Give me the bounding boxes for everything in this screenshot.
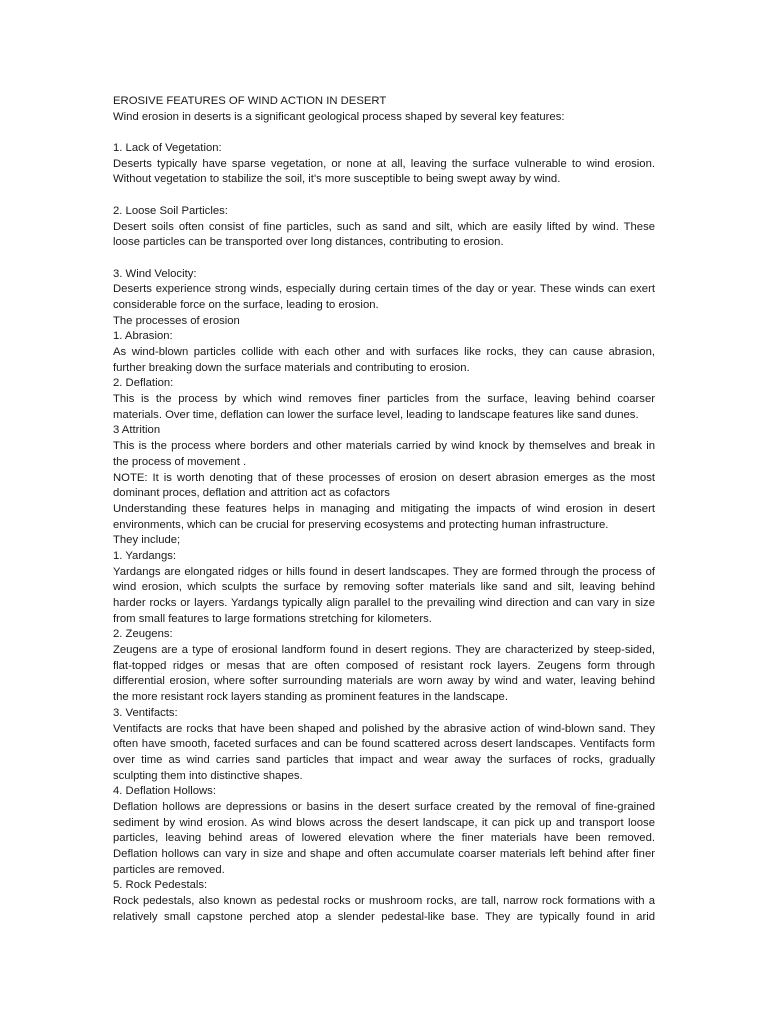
- text-line: the more resistant rock layers standing as prominent features in the landscape.: [113, 691, 508, 704]
- text-line: They include;: [113, 534, 181, 547]
- text-line: particles are removed.: [113, 863, 225, 876]
- text-line: 4. Deflation Hollows:: [113, 785, 216, 798]
- text-line: considerable force on the surface, leading to erosion.: [113, 298, 379, 311]
- text-line: EROSIVE FEATURES OF WIND ACTION IN DESERT: [113, 95, 387, 107]
- text-line: further breaking down the surface materials and contributing to erosion.: [113, 361, 470, 374]
- text-line: sediment by wind erosion. As wind blows across the desert landscape, it can pick up and transport loose: [113, 816, 655, 829]
- text-line: relatively small capstone perched atop a slender pedestal-like base. They are typically found in arid: [113, 910, 655, 923]
- text-line: from small features to large formations stretching for kilometers.: [113, 612, 432, 625]
- text-line: materials. Over time, deflation can lower the surface level, leading to landscape features like sand dunes.: [113, 408, 639, 421]
- blank-line: [113, 125, 655, 141]
- text-line: the process of movement .: [113, 455, 247, 468]
- text-line: 3. Ventifacts:: [113, 706, 178, 719]
- text-line: 3. Wind Velocity:: [113, 267, 197, 280]
- text-line: dominant proces, deflation and attrition act as cofactors: [113, 487, 390, 500]
- text-line: Deserts experience strong winds, especially during certain times of the day or year. These winds can exert: [113, 283, 655, 296]
- text-line: This is the process by which wind removes finer particles from the surface, leaving behind coarser: [113, 393, 655, 406]
- text-line: 3 Attrition: [113, 424, 161, 437]
- text-line: harder rocks or layers. Yardangs typically align parallel to the prevailing wind direction and can vary in size: [113, 597, 655, 609]
- text-line: Desert soils often consist of fine particles, such as sand and silt, which are easily lifted by wind. These: [113, 220, 655, 233]
- text-line: 1. Abrasion:: [113, 330, 173, 343]
- text-line: flat-topped ridges or mesas that are often composed of resistant rock layers. Zeugens form through: [113, 659, 655, 672]
- text-line: loose particles can be transported over long distances, contributing to erosion.: [113, 236, 504, 249]
- text-line: 1. Yardangs:: [113, 549, 177, 562]
- text-line: 5. Rock Pedestals:: [113, 879, 208, 892]
- text-line: environments, which can be crucial for preserving ecosystems and protecting human infrastructure.: [113, 518, 609, 531]
- text-line: Ventifacts are rocks that have been shaped and polished by the abrasive action of wind-blown sand. They: [113, 722, 655, 735]
- text-line: Deserts typically have sparse vegetation, or none at all, leaving the surface vulnerable to wind erosion.: [113, 157, 655, 170]
- text-line: Zeugens are a type of erosional landform found in desert regions. They are characterized by steep-sided,: [113, 644, 655, 657]
- blank-line: [113, 188, 655, 204]
- text-line: 2. Deflation:: [113, 377, 174, 390]
- text-line: Without vegetation to stabilize the soil, it's more susceptible to being swept away by wind.: [113, 173, 561, 186]
- text-line: As wind-blown particles collide with each other and with surfaces like rocks, they can cause abrasion,: [113, 346, 655, 358]
- text-line: Deflation hollows can vary in size and shape and often accumulate coarser materials left behind after finer: [113, 848, 655, 860]
- text-line: 2. Loose Soil Particles:: [113, 204, 228, 217]
- text-line: Understanding these features helps in managing and mitigating the impacts of wind erosion in desert: [113, 502, 655, 515]
- text-line: wind erosion, which sculpts the surface by removing softer materials like sand and silt, leaving behind: [113, 581, 655, 594]
- text-line: often have smooth, faceted surfaces and can be found scattered across desert landscapes. Ventifacts form: [113, 738, 655, 751]
- text-line: Yardangs are elongated ridges or hills found in desert landscapes. They are formed through the process of: [113, 565, 655, 578]
- text-line: sculpting them into distinctive shapes.: [113, 769, 303, 782]
- text-line: The processes of erosion: [113, 314, 240, 327]
- text-line: NOTE: It is worth denoting that of these processes of erosion on desert abrasion emerges as the most: [113, 471, 655, 484]
- text-line: over time as wind carries sand particles that impact and wear away the surfaces of rocks, gradually: [113, 753, 655, 766]
- text-line: Deflation hollows are depressions or basins in the desert surface created by the removal of fine-grained: [113, 800, 655, 813]
- text-line: 2. Zeugens:: [113, 628, 173, 641]
- text-line: This is the process where borders and other materials carried by wind knock by themselves and break in: [113, 440, 655, 453]
- text-line: particles, leaving behind areas of lowered elevation where the finer materials have been removed.: [113, 832, 655, 845]
- blank-line: [113, 251, 655, 267]
- text-line: differential erosion, where softer surrounding materials are worn away by wind and water, leaving behind: [113, 675, 655, 688]
- text-line: 1. Lack of Vegetation:: [113, 142, 222, 155]
- text-line: Wind erosion in deserts is a significant geological process shaped by several key features:: [113, 110, 565, 123]
- document-body: [113, 94, 655, 925]
- text-line: Rock pedestals, also known as pedestal rocks or mushroom rocks, are tall, narrow rock formations with a: [113, 895, 655, 908]
